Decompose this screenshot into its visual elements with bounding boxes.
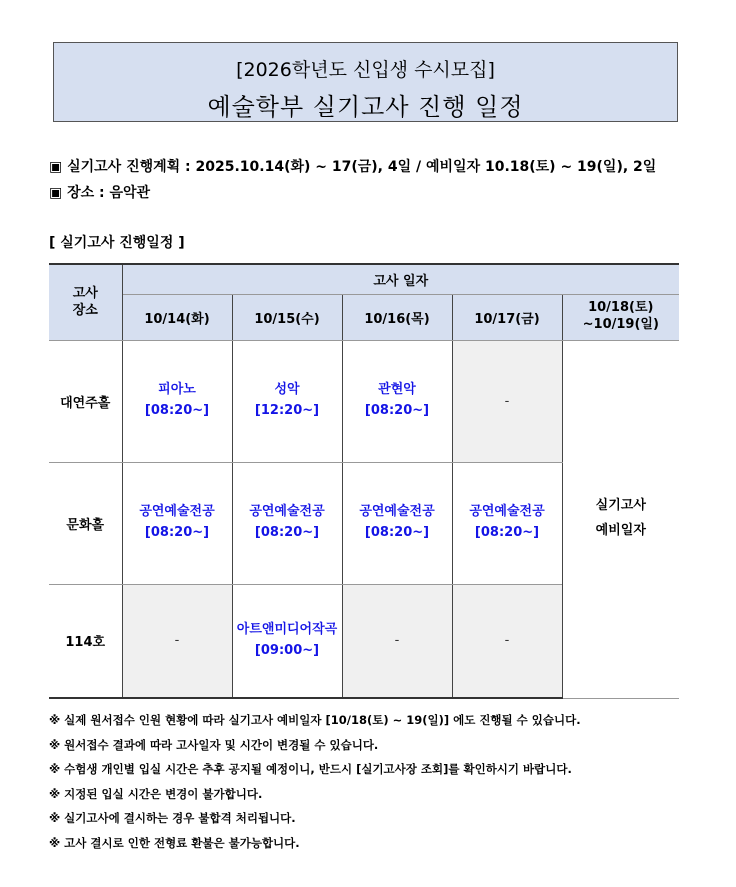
exam-name: 관현악: [378, 382, 416, 398]
exam-cell: [122, 340, 232, 462]
exam-time: [08:20~]: [144, 525, 210, 540]
exam-cell: [342, 340, 452, 462]
room-name: 114호: [49, 584, 122, 698]
date-header-2: 10/15(수): [232, 294, 342, 340]
exam-cell: [232, 462, 342, 584]
exam-name: 공연예술전공: [469, 504, 545, 520]
room-header-line2: 장소: [72, 303, 98, 319]
exam-venue-info: ▣ 장소 : 음악관: [49, 185, 151, 201]
exam-cell: [342, 462, 452, 584]
exam-cell: [452, 462, 562, 584]
note-item: ※ 지정된 입실 시간은 변경이 불가합니다.: [49, 786, 263, 801]
exam-cell: [232, 340, 342, 462]
schedule-section-label: [ 실기고사 진행일정 ]: [49, 235, 185, 251]
note-item: ※ 실제 원서접수 인원 현황에 따라 실기고사 예비일자 [10/18(토) ~ 19(일)] 에도 진행될 수 있습니다.: [49, 713, 581, 727]
exam-name: 성악: [274, 382, 300, 398]
date-header-1: 10/14(화): [122, 294, 232, 340]
note-item: ※ 실기고사에 결시하는 경우 불합격 처리됩니다.: [49, 811, 296, 826]
room-column-header: [49, 264, 122, 340]
exam-name: 피아노: [158, 382, 196, 398]
date-header-4: 10/17(금): [452, 294, 562, 340]
exam-name: 공연예술전공: [359, 504, 435, 520]
page-title: 예술학부 실기고사 진행 일정: [207, 93, 524, 121]
table-row: [49, 340, 679, 462]
dates-column-header: 고사 일자: [122, 264, 679, 294]
reserve-date-line2: ~10/19(일): [582, 317, 659, 332]
exam-cell: [122, 462, 232, 584]
reserve-day-cell: [562, 340, 679, 698]
exam-schedule-table: [49, 263, 679, 699]
reserve-date-line1: 10/18(토): [588, 300, 654, 316]
exam-time: [12:20~]: [254, 403, 320, 418]
empty-cell: -: [122, 584, 232, 698]
empty-cell: -: [452, 340, 562, 462]
exam-time: [08:20~]: [144, 403, 210, 418]
exam-name: 아트앤미디어작곡: [236, 621, 338, 637]
note-item: ※ 원서접수 결과에 따라 고사일자 및 시간이 변경될 수 있습니다.: [49, 737, 379, 752]
exam-time: [08:20~]: [364, 403, 430, 418]
exam-name: 공연예술전공: [249, 504, 325, 520]
room-name: 대연주홀: [49, 340, 122, 462]
title-subheading: [2026학년도 신입생 수시모집]: [236, 59, 495, 81]
note-item: ※ 수험생 개인별 입실 시간은 추후 공지될 예정이니, 반드시 [실기고사장 조회]를 확인하시기 바랍니다.: [49, 762, 572, 777]
room-header-line1: 고사: [72, 285, 98, 301]
empty-cell: -: [452, 584, 562, 698]
title-banner: [53, 42, 678, 122]
exam-name: 공연예술전공: [139, 504, 215, 520]
date-header-reserve: [562, 294, 679, 340]
exam-time: [08:20~]: [254, 525, 320, 540]
notes-list: [49, 708, 581, 856]
reserve-label-line2: 예비일자: [595, 523, 646, 538]
room-name: 문화홀: [49, 462, 122, 584]
exam-time: [09:00~]: [254, 642, 320, 658]
exam-time: [08:20~]: [474, 525, 540, 540]
note-item: ※ 고사 결시로 인한 전형료 환불은 불가능합니다.: [49, 835, 300, 850]
reserve-label-line1: 실기고사: [595, 498, 646, 514]
exam-plan-info: ▣ 실기고사 진행계획 : 2025.10.14(화) ~ 17(금), 4일 / 예비일자 10.18(토) ~ 19(일), 2일: [49, 159, 657, 175]
empty-cell: -: [342, 584, 452, 698]
date-header-3: 10/16(목): [342, 294, 452, 340]
exam-time: [08:20~]: [364, 525, 430, 540]
exam-cell: [232, 584, 342, 698]
